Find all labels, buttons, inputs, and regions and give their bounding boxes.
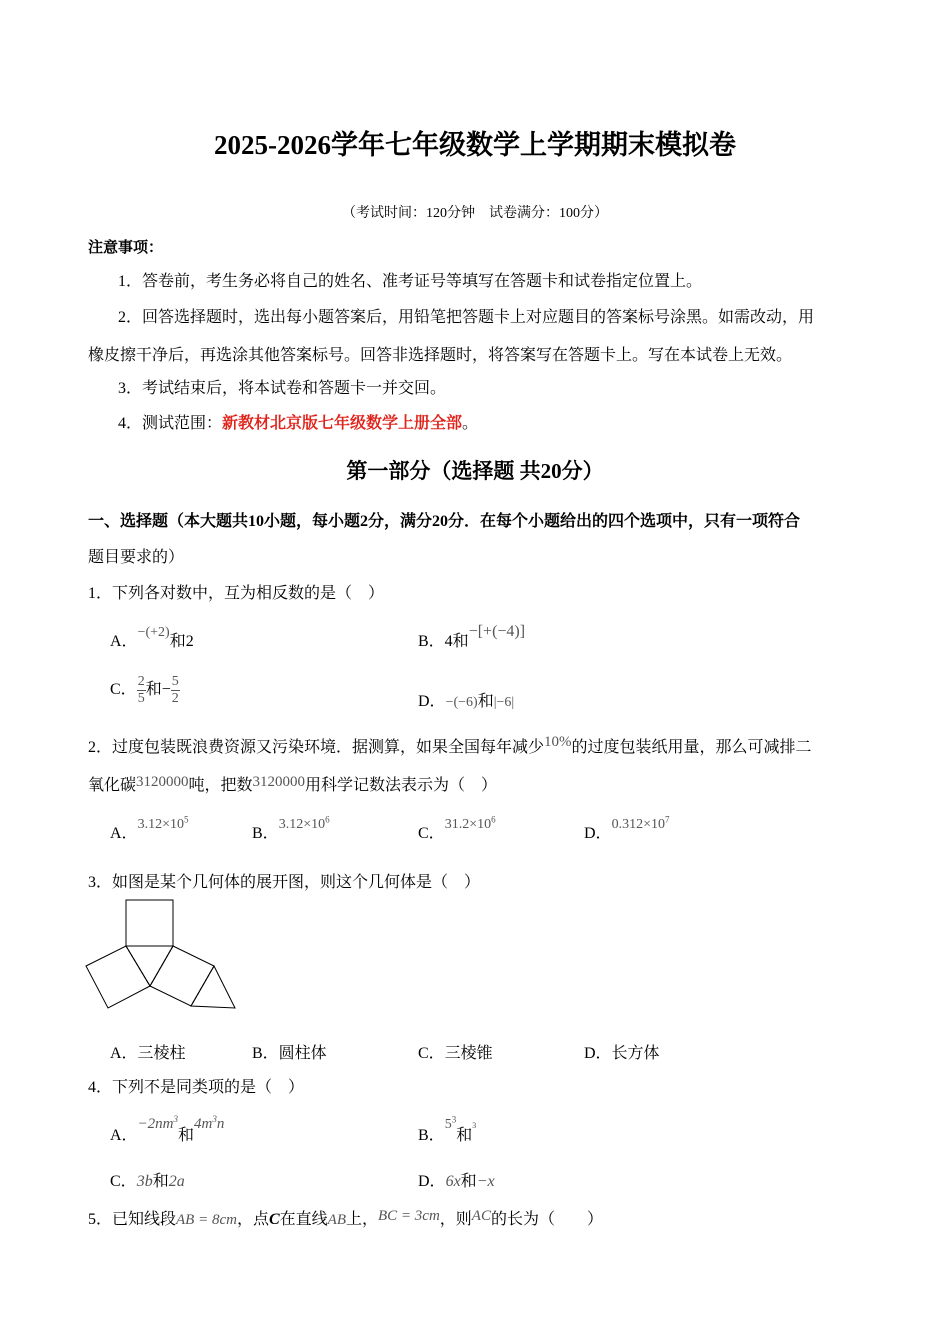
q2-option-c <box>418 814 496 843</box>
q1-c-fraction-1: $\frac{2}{5}$ <box>137 674 145 706</box>
section-instructions-line1: 一、选择题（本大题共10小题，每小题2分，满分20分．在每个小题给出的四个选项中，只有一项符合 <box>88 513 801 530</box>
q4-c-mid: 和 <box>152 1173 169 1190</box>
q1-d-label: D． <box>418 693 446 710</box>
net-right-face <box>150 946 214 1006</box>
q5-text-3: 在直线 <box>279 1211 328 1228</box>
q4-b-mid: 和 <box>456 1127 473 1144</box>
q2-a-math: $3.12\times 10^5$ <box>137 814 189 832</box>
q4-stem: 4．下列不是同类项的是（ ） <box>88 1079 305 1096</box>
notice-item-4-suffix: 。 <box>462 415 479 432</box>
page-title: 2025-2026学年七年级数学上学期期末模拟卷 <box>214 130 736 160</box>
q2-b-label: B． <box>252 825 279 842</box>
net-top-square <box>126 900 173 946</box>
notice-item-2-line2: 橡皮擦干净后，再选涂其他答案标号。回答非选择题时，将答案写在答题卡上。写在本试卷上无效。 <box>88 347 793 364</box>
q1-c-mid: 和− <box>145 681 171 699</box>
q1-option-a <box>110 625 194 651</box>
q4-c-math1: 3b <box>136 1173 153 1190</box>
notice-item-1: 1．答卷前，考生务必将自己的姓名、准考证号等填写在答题卡和试卷指定位置上。 <box>118 273 703 290</box>
q5-stem <box>88 1206 603 1229</box>
net-diagram <box>80 896 245 1014</box>
q3-option-a: A．三棱柱 <box>110 1045 186 1062</box>
q4-c-label: C． <box>110 1173 137 1190</box>
q1-option-c <box>110 674 180 707</box>
q4-b-math1: $5^3$ <box>444 1114 457 1132</box>
q5-math-line: AB <box>327 1212 346 1228</box>
q4-a-math1: $-2nm^3$ <box>137 1114 179 1132</box>
q2-stem-1a: 2．过度包装既浪费资源又污染环境．据测算，如果全国每年减少 <box>88 739 545 756</box>
q1-a-math: −(+2) <box>137 625 170 640</box>
notice-item-4 <box>118 410 478 433</box>
q4-b-exp2: 3 <box>472 1120 477 1130</box>
q2-option-b <box>252 814 330 843</box>
q5-math-bc: BC = 3cm <box>378 1208 440 1224</box>
section-instructions-line2: 题目要求的） <box>88 549 185 566</box>
q1-b-label: B．4和 <box>418 633 469 650</box>
q1-d-math2: |−6| <box>493 695 515 710</box>
q4-a-mid: 和 <box>178 1127 195 1144</box>
net-center-triangle <box>126 946 173 986</box>
q4-a-math2: $4m^3n$ <box>194 1114 225 1132</box>
q4-option-a <box>110 1114 225 1145</box>
q4-c-math2: 2a <box>168 1173 185 1190</box>
q4-d-label: D． <box>418 1173 446 1190</box>
q5-math-ab: AB = 8cm <box>176 1212 237 1228</box>
q1-a-label: A． <box>110 633 138 650</box>
q2-number-2: 3120000 <box>252 774 306 790</box>
q5-text-6: 的长为（ ） <box>490 1211 603 1228</box>
notice-item-2-line1: 2．回答选择题时，选出每小题答案后，用铅笔把答题卡上对应题目的答案标号涂黑。如需改动，用 <box>118 309 815 326</box>
q5-text-2: ，点 <box>236 1211 269 1228</box>
q3-option-c: C．三棱锥 <box>418 1045 493 1062</box>
q2-number-1: 3120000 <box>136 774 189 790</box>
q5-text-1: 5．已知线段 <box>88 1211 177 1228</box>
q5-math-ac: AC <box>471 1208 491 1224</box>
net-end-triangle <box>191 966 235 1008</box>
q2-stem-2a: 氧化碳 <box>88 777 137 794</box>
q1-b-math: −[+(−4)] <box>468 623 526 640</box>
q3-option-d: D．长方体 <box>584 1045 660 1062</box>
q5-text-5: ，则 <box>439 1211 472 1228</box>
test-range: 新教材北京版七年级数学上册全部 <box>222 415 463 432</box>
q2-c-label: C． <box>418 825 445 842</box>
q2-b-math: $3.12\times 10^6$ <box>278 814 330 832</box>
q1-option-d <box>418 688 514 711</box>
q4-option-b <box>418 1114 477 1145</box>
q2-stem-2c: 用科学记数法表示为（ ） <box>305 777 498 794</box>
q4-d-math1: 6x <box>445 1173 461 1190</box>
q1-option-b <box>418 623 526 651</box>
q2-stem-line1 <box>88 734 812 757</box>
q2-stem-2b: 吨，把数 <box>188 777 253 794</box>
q4-a-label: A． <box>110 1127 138 1144</box>
q1-stem: 1．下列各对数中，互为相反数的是（ ） <box>88 585 385 602</box>
net-left-face <box>86 946 150 1008</box>
q1-c-label: C． <box>110 681 137 699</box>
notice-item-4-prefix: 4．测试范围： <box>118 415 223 432</box>
q1-d-mid: 和 <box>477 693 494 710</box>
part1-title: 第一部分（选择题 共20分） <box>346 459 604 483</box>
q1-a-text: 和2 <box>169 633 194 650</box>
q2-option-d <box>584 814 670 843</box>
q2-d-label: D． <box>584 825 612 842</box>
q4-option-d <box>418 1168 495 1191</box>
q5-point-c: C <box>268 1211 280 1228</box>
q2-a-label: A． <box>110 825 138 842</box>
q2-option-a <box>110 814 189 843</box>
q4-b-label: B． <box>418 1127 445 1144</box>
q3-option-b: B．圆柱体 <box>252 1045 327 1062</box>
q3-stem: 3．如图是某个几何体的展开图，则这个几何体是（ ） <box>88 874 481 891</box>
q1-d-math1: −(−6) <box>445 695 478 710</box>
notice-item-3: 3．考试结束后，将本试卷和答题卡一并交回。 <box>118 380 447 397</box>
q5-text-4: 上， <box>345 1211 378 1228</box>
notice-heading: 注意事项： <box>88 240 164 256</box>
q2-percent: 10% <box>544 734 572 750</box>
q4-d-mid: 和 <box>460 1173 477 1190</box>
exam-info: （考试时间：120分钟 试卷满分：100分） <box>342 206 608 221</box>
q2-d-math: $0.312\times 10^7$ <box>611 814 670 832</box>
q4-option-c <box>110 1168 185 1191</box>
q2-c-math: $31.2\times 10^6$ <box>444 814 496 832</box>
q4-d-math2: −x <box>476 1173 495 1190</box>
q2-stem-1b: 的过度包装纸用量，那么可减排二 <box>571 739 812 756</box>
q2-stem-line2 <box>88 772 497 795</box>
q1-c-fraction-2: $\frac{5}{2}$ <box>171 674 179 706</box>
